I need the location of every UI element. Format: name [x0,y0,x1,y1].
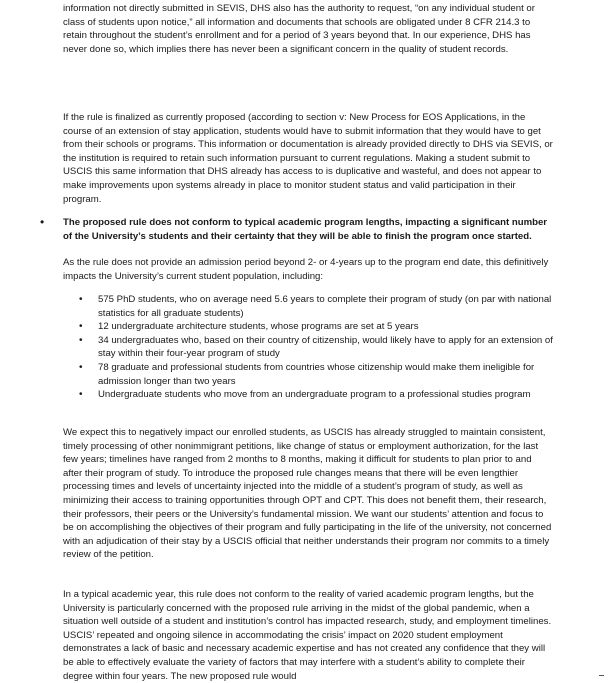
paragraph-admission-period: As the rule does not provide an admission period beyond 2- or 4-years up to the program end date, this definitively impacts the University’s current student population, including: [63,257,549,282]
bullet-icon: • [79,321,83,333]
list-item [63,334,553,361]
list-item [63,293,553,320]
paragraph-eos-applications: If the rule is finalized as currently proposed (according to section v: New Process for EOS Applications, in the course of an extension of stay application, students would have to submit information that they would have to get from their schools or programs. This information or documentation is already provided directly to DHS via SEVIS, or the institution is required to retain such information pursuant to current regulations. Making a student submit to USCIS this same information that DHS already has access to is duplicative and wasteful, and does not appear to make improvements upon systems already in place to monitor student status and valid participation in their program. [63,112,553,205]
bullet-icon: • [79,334,83,346]
list-item-text: Undergraduate students who move from an undergraduate program to a professional studies program [98,389,531,401]
bullet-icon: • [79,389,83,401]
bullet-icon: • [79,294,83,305]
list-item [63,320,553,334]
paragraph-sevis-authority: information not directly submitted in SEVIS, DHS also has the authority to request, “on any individual student or class of students upon notice,” all information and documents that schools are obligated under 8 CFR 214.3 to retain throughout the student’s enrollment and for a period of 3 years beyond that. In our experience, DHS has never done so, which implies there has never been a significant concern in the quality of student records. [63,3,535,55]
list-item-text: 12 undergraduate architecture students, whose programs are set at 5 years [98,321,419,333]
student-impact-list [63,293,553,402]
bullet-icon: • [79,361,83,373]
bullet-icon: • [40,215,45,229]
page-edge-mark [599,675,604,676]
paragraph-processing-impact: We expect this to negatively impact our enrolled students, as USCIS has already struggled to maintain consistent, timely processing of other nonimmigrant petitions, like change of status or employment authorization, for the last few years; timelines have ranged from 2 months to 8 months, making it difficult for students to plan prior to and after their program of study. To introduce the proposed rule changes means that there will be even lengthier processing times and levels of uncertainty injected into the middle of a student’s program of study, as well as minimizing their access to training opportunities through OPT and CPT. This does not benefit them, their research, their professors, their peers or the University’s fundamental mission. We want our students’ attention and focus to be on accomplishing the objectives of their program and fully participating in the life of the university, not concerned with an adjudication of their stay by a USCIS official that neither understands their program nor commits to a timely review of the petition. [63,427,552,561]
list-item [63,388,553,402]
list-item-text: 575 PhD students, who on average need 5.6 years to complete their program of study (on par with national statistics for all graduate students) [98,294,552,319]
list-item [63,361,553,388]
bullet-heading-program-lengths: The proposed rule does not conform to typical academic program lengths, impacting a significant number of the University’s students and their certainty that they will be able to finish the program once started. [63,217,548,242]
list-item-text: 34 undergraduates who, based on their country of citizenship, would likely have to apply for an extension of stay within their four-year program of study [98,334,553,360]
list-item-text: 78 graduate and professional students from countries whose citizenship would make them ineligible for admission longer than two years [98,361,535,387]
paragraph-pandemic-concern: In a typical academic year, this rule does not conform to the reality of varied academic program lengths, but the University is particularly concerned with the proposed rule arriving in the midst of the global pandemic, when a situation well outside of a student and institution’s control has impacted research, study, and employment timelines. USCIS’ repeated and ongoing silence in accommodating the crisis’ impact on 2020 student employment demonstrates a lack of basic and necessary academic expertise and has not created any confidence that they will be able to effectively evaluate the variety of factors that may interfere with a student’s ability to complete their degree within four years. The new proposed rule would [63,589,552,682]
